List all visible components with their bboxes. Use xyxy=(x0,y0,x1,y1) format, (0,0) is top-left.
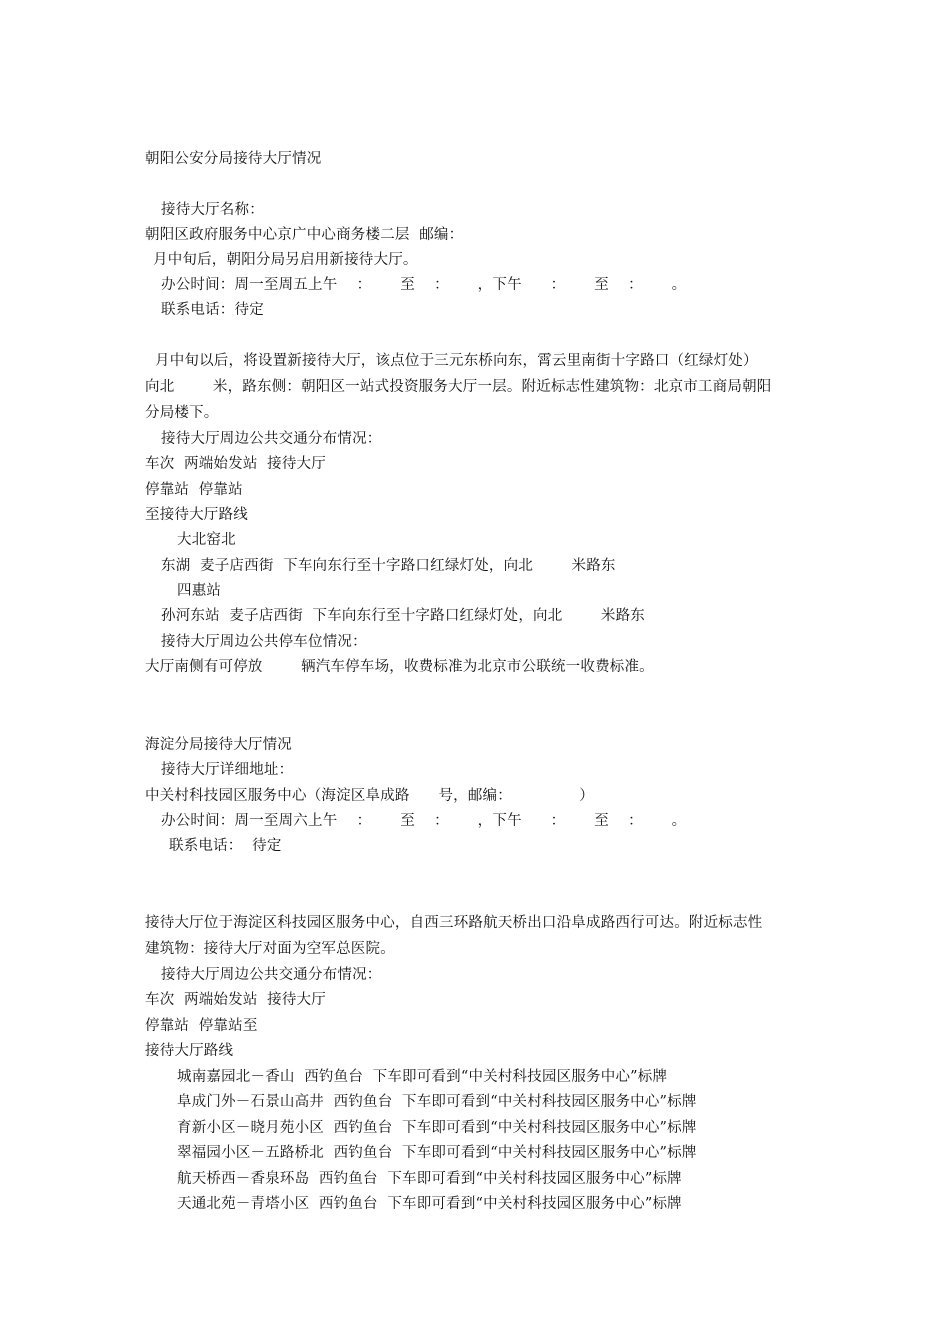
route-line: 阜成门外－石景山高井 西钓鱼台 下车即可看到“中关村科技园区服务中心”标牌 xyxy=(177,1094,697,1110)
phone-haidian: 联系电话： 待定 xyxy=(169,838,282,854)
parking-heading: 接待大厅周边公共停车位情况： xyxy=(161,634,367,650)
paragraph-line: 接待大厅位于海淀区科技园区服务中心，自西三环路航天桥出口沿阜成路西行可达。附近标志性 xyxy=(145,915,763,931)
office-hours-chaoyang: 办公时间：周一至周五上午 ： 至 ： ，下午 ： 至 ： 。 xyxy=(161,277,687,293)
section-title-chaoyang: 朝阳公安分局接待大厅情况 xyxy=(145,151,322,167)
route-line: 育新小区－晓月苑小区 西钓鱼台 下车即可看到“中关村科技园区服务中心”标牌 xyxy=(177,1120,697,1136)
address-haidian: 中关村科技园区服务中心（海淀区阜成路 号，邮编： ） xyxy=(145,788,594,804)
paragraph-line: 分局楼下。 xyxy=(145,405,219,421)
route-line: 航天桥西－香泉环岛 西钓鱼台 下车即可看到“中关村科技园区服务中心”标牌 xyxy=(177,1171,682,1187)
transit-heading-haidian: 接待大厅周边公共交通分布情况： xyxy=(161,967,382,983)
section-title-haidian: 海淀分局接待大厅情况 xyxy=(145,737,292,753)
new-hall-notice: 月中旬后，朝阳分局另启用新接待大厅。 xyxy=(153,252,418,268)
parking-info: 大厅南侧有可停放 辆汽车停车场，收费标准为北京市公联统一收费标准。 xyxy=(145,659,654,675)
paragraph-line: 建筑物：接待大厅对面为空军总医院。 xyxy=(145,941,395,957)
hall-address-line: 朝阳区政府服务中心京广中心商务楼二层 邮编： xyxy=(145,227,464,243)
route-line: 四惠站 xyxy=(177,583,222,599)
paragraph-line: 月中旬以后，将设置新接待大厅，该点位于三元东桥向东，霄云里南街十字路口（红绿灯处） xyxy=(155,353,758,369)
address-label-haidian: 接待大厅详细地址： xyxy=(161,762,294,778)
phone-chaoyang: 联系电话：待定 xyxy=(161,302,264,318)
office-hours-haidian: 办公时间：周一至周六上午 ： 至 ： ，下午 ： 至 ： 。 xyxy=(161,813,687,829)
transit-table-header: 接待大厅路线 xyxy=(145,1043,234,1059)
hall-name-label: 接待大厅名称： xyxy=(161,202,264,218)
route-line: 大北窑北 xyxy=(177,532,236,548)
paragraph-line: 向北 米，路东侧：朝阳区一站式投资服务大厅一层。附近标志性建筑物：北京市工商局朝阳 xyxy=(145,379,772,395)
transit-table-header: 停靠站 停靠站 xyxy=(145,482,243,498)
transit-table-header: 车次 两端始发站 接待大厅 xyxy=(145,456,326,472)
route-line: 孙河东站 麦子店西街 下车向东行至十字路口红绿灯处，向北 米路东 xyxy=(161,608,646,624)
route-line: 天通北苑－青塔小区 西钓鱼台 下车即可看到“中关村科技园区服务中心”标牌 xyxy=(177,1196,682,1212)
route-line: 城南嘉园北－香山 西钓鱼台 下车即可看到“中关村科技园区服务中心”标牌 xyxy=(177,1069,668,1085)
transit-table-header: 至接待大厅路线 xyxy=(145,507,248,523)
route-line: 翠福园小区－五路桥北 西钓鱼台 下车即可看到“中关村科技园区服务中心”标牌 xyxy=(177,1145,697,1161)
transit-table-header: 车次 两端始发站 接待大厅 xyxy=(145,992,326,1008)
route-line: 东湖 麦子店西街 下车向东行至十字路口红绿灯处，向北 米路东 xyxy=(161,558,616,574)
transit-heading-chaoyang: 接待大厅周边公共交通分布情况： xyxy=(161,431,382,447)
transit-table-header: 停靠站 停靠站至 xyxy=(145,1018,258,1034)
